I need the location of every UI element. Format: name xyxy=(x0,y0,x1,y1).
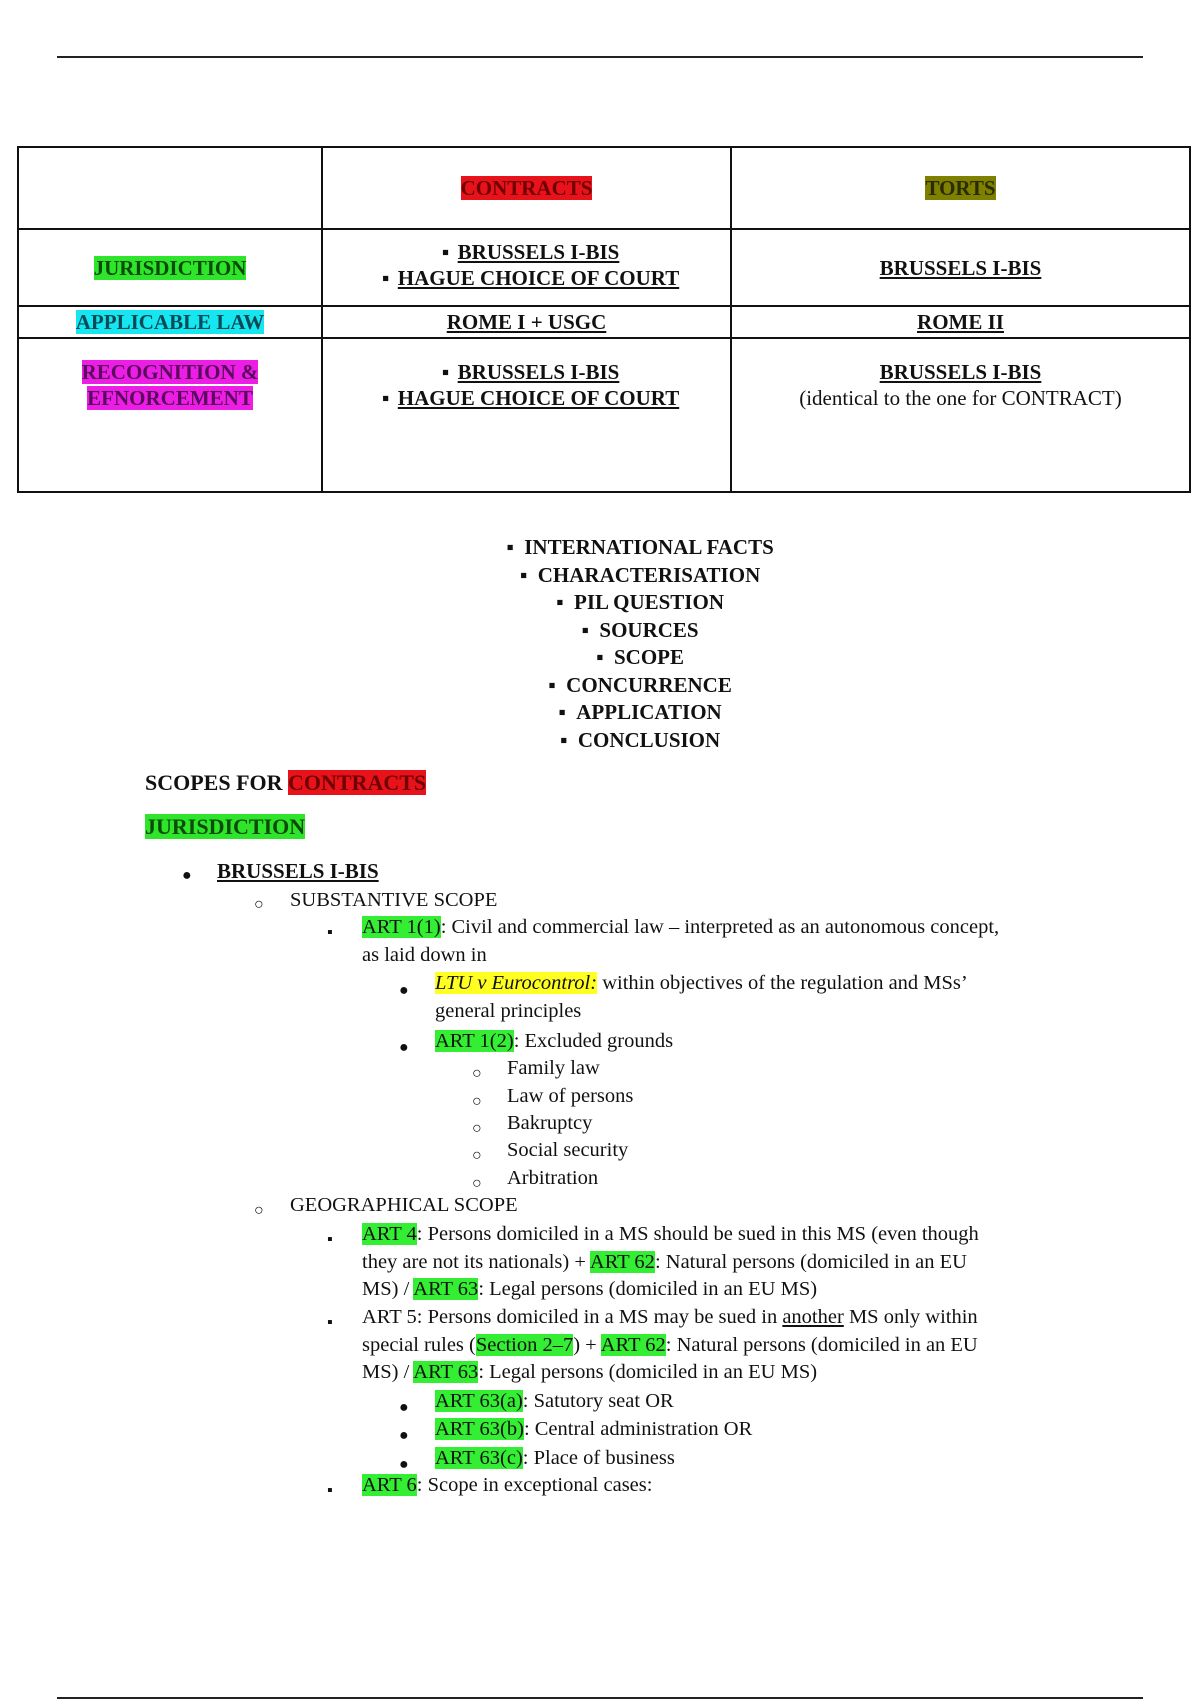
contracts-highlight: CONTRACTS xyxy=(288,770,427,795)
art-1-2-item: ART 1(2): Excluded grounds xyxy=(435,1030,674,1052)
excluded-item: Law of persons xyxy=(507,1085,634,1107)
art-63c-item: ART 63(c): Place of business xyxy=(435,1447,675,1469)
contracts-header: CONTRACTS xyxy=(460,176,593,200)
art-5-item: ART 5: Persons domiciled in a MS may be sued in another MS only within xyxy=(362,1306,978,1328)
applicable-law-label: APPLICABLE LAW xyxy=(75,310,265,334)
scopes-heading: SCOPES FOR CONTRACTS xyxy=(145,770,427,795)
method-step: ▪ SOURCES xyxy=(581,617,699,642)
art-4-item: ART 4: Persons domiciled in a MS should be sued in this MS (even though xyxy=(362,1223,979,1245)
brussels-item: BRUSSELS I-BIS xyxy=(457,360,620,384)
method-step: ▪ SCOPE xyxy=(596,645,684,669)
brussels-torts: BRUSSELS I-BIS xyxy=(879,255,1042,280)
method-step: ▪ CONCURRENCE xyxy=(548,672,732,697)
rome-ii: ROME II xyxy=(917,310,1004,334)
recognition-label: RECOGNITION & xyxy=(81,360,259,384)
brussels-item: BRUSSELS I-BIS xyxy=(457,239,620,264)
ltu-case-item: LTU v Eurocontrol: within objectives of the regulation and MSs’ xyxy=(435,972,968,994)
art-5-continuation: special rules (Section 2–7) + ART 62: Natural persons (domiciled in an EU xyxy=(362,1334,978,1356)
enforcement-label: EFNORCEMENT xyxy=(87,386,253,410)
art-6-item: ART 6: Scope in exceptional cases: xyxy=(362,1474,653,1496)
art-63a-item: ART 63(a): Satutory seat OR xyxy=(435,1390,674,1412)
method-step: ▪ CONCLUSION xyxy=(560,727,721,752)
jurisdiction-heading: JURISDICTION xyxy=(145,814,306,839)
art-63b-item: ART 63(b): Central administration OR xyxy=(435,1418,753,1440)
art-1-1-item: ART 1(1): Civil and commercial law – interpreted as an autonomous concept, xyxy=(362,916,1000,938)
method-step: ▪ INTERNATIONAL FACTS xyxy=(506,535,774,559)
torts-header: TORTS xyxy=(925,176,996,200)
method-step: ▪ APPLICATION xyxy=(558,700,722,724)
art-5-continuation: MS) / ART 63: Legal persons (domiciled in an EU MS) xyxy=(362,1361,818,1383)
excluded-item: Social security xyxy=(507,1139,629,1161)
method-step: ▪ PIL QUESTION xyxy=(556,590,724,614)
scope-notes: ● BRUSSELS I-BIS ○ SUBSTANTIVE SCOPE ▪ ART 1(1): Civil and commercial law – interpreted as an autonomous concept, as laid down in ● LTU v Eurocontrol: within objectives of the regulation and MSs’ general principles ● ART 1(2): Excluded grounds ○ Family law ○ Law of persons ○ Bakruptcy ○ Social security ○ Arbitration ○ GEOGRAPHICAL SCOPE ▪ ART 4: Persons domiciled in a MS should be sued in this MS (even though they are not its nationals) + ART 62: Natural persons (domiciled in an EU MS) / ART 63: Legal persons (domiciled in an EU MS) ▪ ART 5: Persons domiciled in a MS may be sued in another MS only within special rules (Section 2–7) + ART 62: Natural persons (domiciled in an EU MS) / ART 63: Legal persons (domiciled in an EU MS) ● ART 63(a): Satutory seat OR ● ART 63(b): Central administration OR ● ART 63(c): Place of business ▪ ART 6: Scope in exceptional cases: xyxy=(182,859,1000,1499)
art-4-continuation: MS) / ART 63: Legal persons (domiciled in an EU MS) xyxy=(362,1278,818,1300)
jurisdiction-contracts-cell: ▪ BRUSSELS I-BIS ▪ HAGUE CHOICE OF COURT xyxy=(322,229,731,306)
identical-note: (identical to the one for CONTRACT) xyxy=(799,386,1122,410)
footer-rule xyxy=(57,1697,1143,1699)
excluded-item: Family law xyxy=(507,1057,600,1079)
substantive-scope-heading: SUBSTANTIVE SCOPE xyxy=(290,889,498,911)
hague-item: HAGUE CHOICE OF COURT xyxy=(397,265,680,290)
instrument-heading: BRUSSELS I-BIS xyxy=(217,859,379,883)
recognition-contracts-cell: ▪ BRUSSELS I-BIS ▪ HAGUE CHOICE OF COURT xyxy=(322,338,731,492)
art-4-continuation: they are not its nationals) + ART 62: Natural persons (domiciled in an EU xyxy=(362,1251,967,1273)
excluded-item: Arbitration xyxy=(507,1167,599,1189)
jurisdiction-label: JURISDICTION xyxy=(93,255,247,280)
method-step: ▪ CHARACTERISATION xyxy=(520,562,761,587)
rome-i-usgc: ROME I + USGC xyxy=(446,310,607,334)
excluded-item: Bakruptcy xyxy=(507,1112,593,1134)
hague-item: HAGUE CHOICE OF COURT xyxy=(397,386,680,410)
brussels-torts: BRUSSELS I-BIS xyxy=(879,360,1042,384)
art-1-1-continuation: as laid down in xyxy=(362,944,487,966)
ltu-case-continuation: general principles xyxy=(435,1000,582,1022)
geographical-scope-heading: GEOGRAPHICAL SCOPE xyxy=(290,1194,518,1216)
